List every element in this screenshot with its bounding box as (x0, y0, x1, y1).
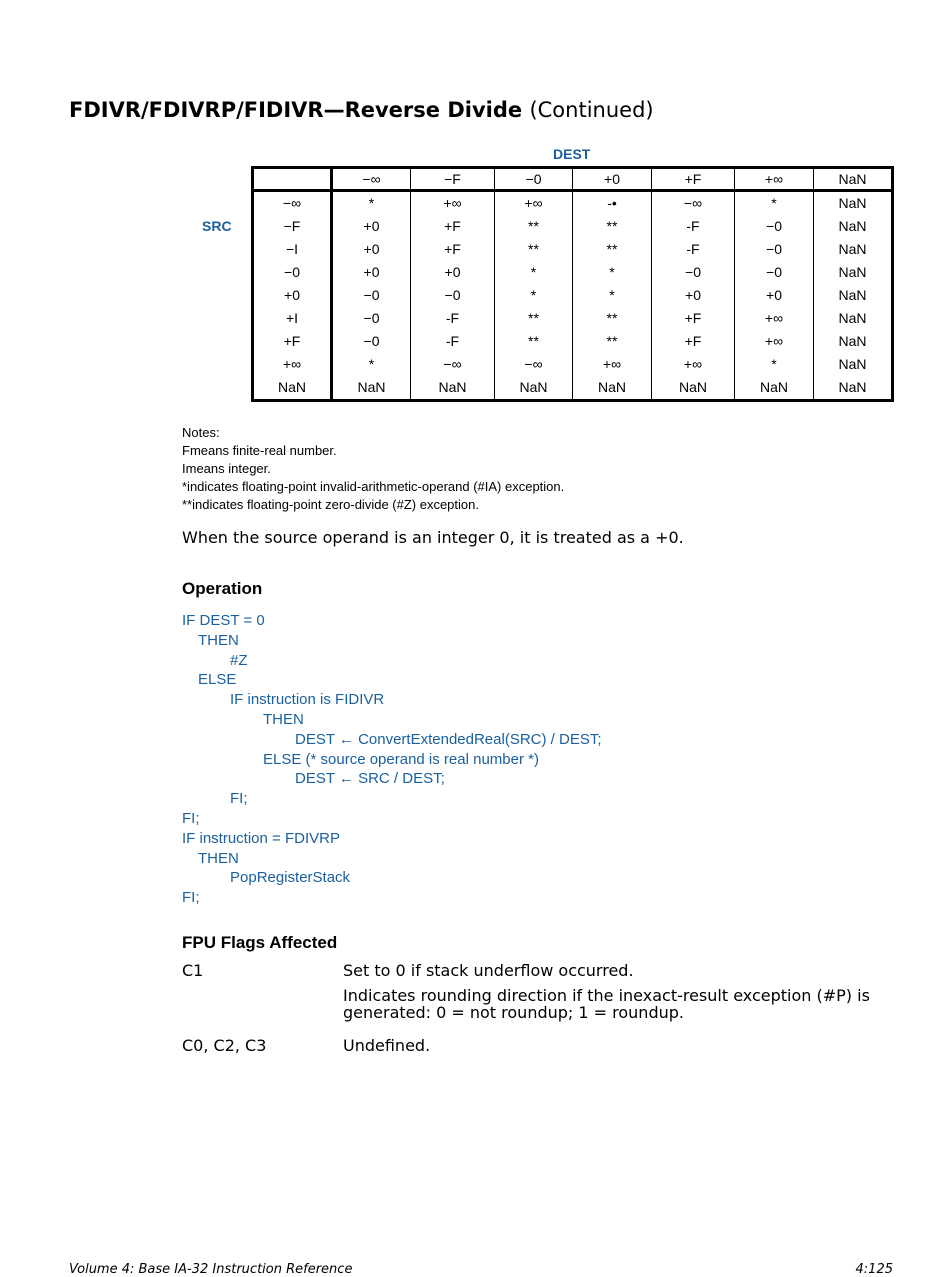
flag-row (182, 1037, 902, 1062)
table-row (253, 191, 893, 216)
dest-header-cell: NaN (814, 168, 893, 191)
table-cell: NaN (411, 376, 495, 401)
table-cell: * (735, 353, 814, 376)
table-cell: −∞ (495, 353, 573, 376)
dest-header-cell: −0 (495, 168, 573, 191)
table-cell: ** (495, 215, 573, 238)
table-row (253, 330, 893, 353)
table-cell: ** (573, 307, 652, 330)
footer-page-number: 4:125 (855, 1262, 893, 1277)
table-cell: NaN (814, 191, 893, 216)
notes-block (182, 424, 564, 514)
table-cell: -• (573, 191, 652, 216)
table-header-row (253, 168, 893, 191)
dest-header-cell: −F (411, 168, 495, 191)
table-cell: +∞ (495, 191, 573, 216)
table-cell: NaN (735, 376, 814, 401)
table-cell: +∞ (573, 353, 652, 376)
table-cell: * (495, 284, 573, 307)
dest-label: DEST (553, 146, 591, 162)
src-row-header: +F (253, 330, 332, 353)
integer-zero-paragraph: When the source operand is an integer 0, it is treated as a +0. (182, 528, 684, 547)
code-line: THEN (198, 631, 239, 649)
table-cell: * (495, 261, 573, 284)
table-cell: −0 (411, 284, 495, 307)
code-line: THEN (263, 710, 304, 728)
code-line: PopRegisterStack (230, 869, 351, 887)
table-cell: −0 (735, 261, 814, 284)
code-line: THEN (198, 849, 239, 867)
table-cell: ** (495, 330, 573, 353)
table-cell: −0 (332, 284, 411, 307)
table-cell: ** (495, 307, 573, 330)
flag-name: C1 (182, 961, 204, 980)
src-row-header: −∞ (253, 191, 332, 216)
code-line: IF instruction is FIDIVR (230, 691, 385, 709)
notes-line: Notes: (182, 425, 220, 440)
table-row (253, 238, 893, 261)
notes-line: **indicates floating-point zero-divide (#Z) exception. (182, 497, 479, 512)
table-cell: NaN (814, 353, 893, 376)
table-cell: NaN (495, 376, 573, 401)
table-cell: +0 (332, 261, 411, 284)
table-cell: +F (652, 330, 735, 353)
code-line: DEST ← SRC / DEST; (295, 770, 445, 788)
flag-description (343, 1037, 902, 1062)
dest-header-cell: −∞ (332, 168, 411, 191)
src-row-header: −0 (253, 261, 332, 284)
code-line: #Z (230, 651, 248, 669)
code-line: ELSE (* source operand is real number *) (263, 750, 539, 768)
flag-name: C0, C2, C3 (182, 1036, 267, 1055)
table-cell: NaN (814, 238, 893, 261)
code-line: ELSE (198, 671, 237, 689)
src-label: SRC (202, 218, 232, 234)
code-line: FI; (182, 889, 200, 907)
table-cell: ** (573, 330, 652, 353)
table-cell: NaN (573, 376, 652, 401)
table-cell: * (735, 191, 814, 216)
flag-description-text: Undefined. (343, 1036, 431, 1055)
table-body (253, 191, 893, 401)
src-row-header: +0 (253, 284, 332, 307)
notes-line: Fmeans finite-real number. (182, 443, 337, 458)
table-cell: +∞ (652, 353, 735, 376)
table-cell: −0 (735, 238, 814, 261)
table-cell: +F (411, 215, 495, 238)
table-cell: * (332, 353, 411, 376)
table-cell: +0 (332, 238, 411, 261)
notes-line: Imeans integer. (182, 461, 271, 476)
table-cell: NaN (814, 330, 893, 353)
page-title-continued: (Continued) (529, 98, 654, 122)
flag-description-text: Set to 0 if stack underflow occurred. (343, 961, 634, 980)
code-line: IF DEST = 0 (182, 612, 265, 629)
src-row-header: −F (253, 215, 332, 238)
table-cell: −0 (735, 215, 814, 238)
table-row (253, 261, 893, 284)
src-row-header: +I (253, 307, 332, 330)
table-cell: NaN (814, 261, 893, 284)
table-cell: NaN (652, 376, 735, 401)
table-cell: NaN (814, 284, 893, 307)
table-cell: +0 (652, 284, 735, 307)
table-corner-cell (253, 168, 332, 191)
table-cell: NaN (814, 307, 893, 330)
table-cell: +0 (411, 261, 495, 284)
table-cell: +∞ (735, 307, 814, 330)
table-cell: -F (652, 215, 735, 238)
table-cell: NaN (814, 376, 893, 401)
table-cell: +0 (332, 215, 411, 238)
table-cell: +F (652, 307, 735, 330)
src-row-header: −I (253, 238, 332, 261)
table-cell: NaN (332, 376, 411, 401)
flag-description-text: Indicates rounding direction if the inexact-result exception (#P) is generated: 0 = not roundup; 1 = roundup. (343, 986, 870, 1022)
table-cell: * (573, 284, 652, 307)
notes-line: *indicates floating-point invalid-arithmetic-operand (#IA) exception. (182, 479, 565, 494)
page-title (69, 96, 654, 124)
table-row (253, 353, 893, 376)
table-cell: * (332, 191, 411, 216)
table-row (253, 376, 893, 401)
src-row-header: +∞ (253, 353, 332, 376)
table-cell: -F (411, 307, 495, 330)
table-cell: −0 (332, 307, 411, 330)
table-row (253, 307, 893, 330)
flag-row (182, 962, 902, 1029)
code-line: FI; (230, 790, 248, 808)
table-cell: NaN (814, 215, 893, 238)
table-row (253, 284, 893, 307)
table-cell: ** (495, 238, 573, 261)
table-cell: +∞ (735, 330, 814, 353)
table-cell: −0 (652, 261, 735, 284)
code-line: IF instruction = FDIVRP (182, 829, 340, 847)
operation-code (182, 611, 602, 908)
table-cell: −∞ (652, 191, 735, 216)
flag-description (343, 962, 902, 1029)
code-line: DEST ← ConvertExtendedReal(SRC) / DEST; (295, 730, 602, 748)
dest-header-cell: +F (652, 168, 735, 191)
table-cell: +F (411, 238, 495, 261)
src-row-header: NaN (253, 376, 332, 401)
table-cell: * (573, 261, 652, 284)
table-cell: ** (573, 215, 652, 238)
table-cell: +0 (735, 284, 814, 307)
operation-heading: Operation (182, 579, 263, 598)
table-cell: +∞ (411, 191, 495, 216)
footer-volume-title: Volume 4: Base IA-32 Instruction Reference (69, 1262, 353, 1277)
result-table (251, 166, 894, 402)
fpu-flags-table (182, 962, 902, 1070)
table-cell: -F (652, 238, 735, 261)
table-cell: −0 (332, 330, 411, 353)
code-line: FI; (182, 809, 200, 827)
fpu-flags-heading: FPU Flags Affected (182, 933, 338, 952)
table-cell: −∞ (411, 353, 495, 376)
table-cell: ** (573, 238, 652, 261)
table-cell: -F (411, 330, 495, 353)
dest-header-cell: +0 (573, 168, 652, 191)
table-row (253, 215, 893, 238)
page-title-main: FDIVR/FDIVRP/FIDIVR—Reverse Divide (69, 98, 523, 122)
dest-header-cell: +∞ (735, 168, 814, 191)
